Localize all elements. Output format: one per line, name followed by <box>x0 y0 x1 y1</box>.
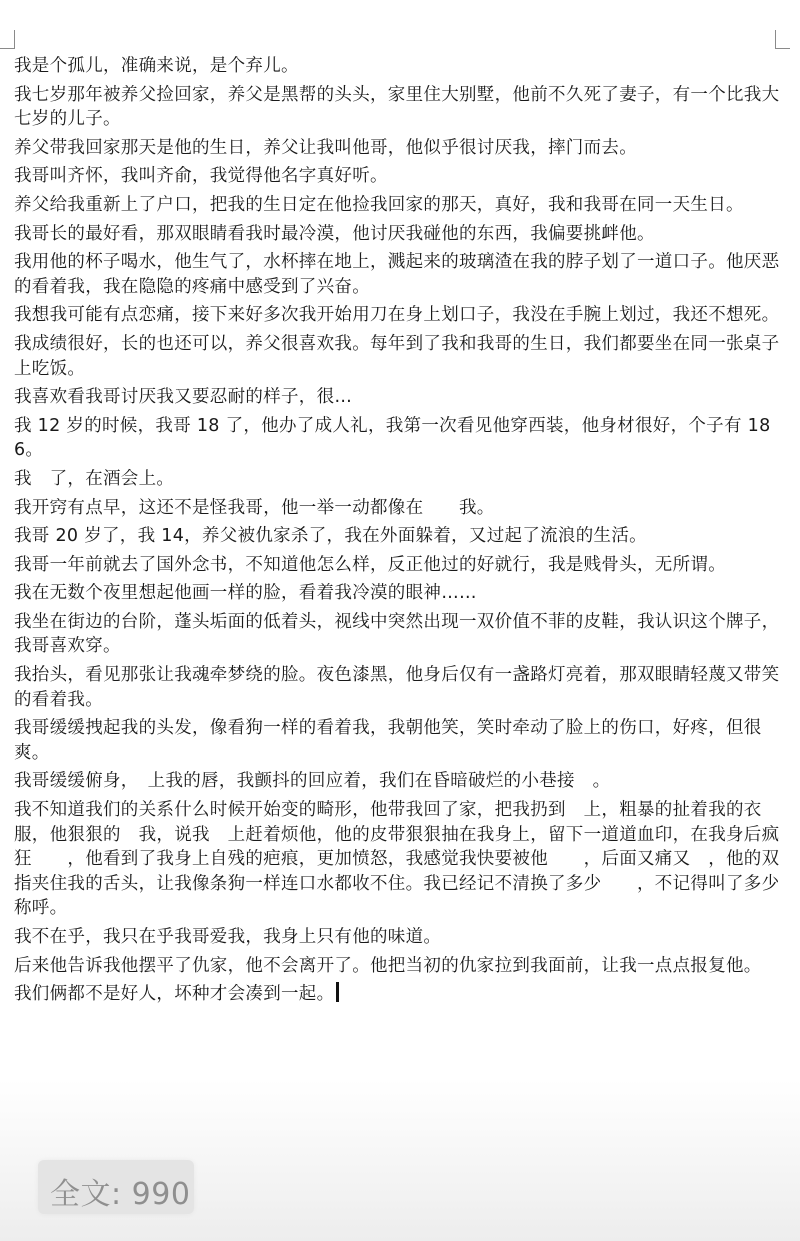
paragraph-12: 我 了，在酒会上。 <box>14 468 175 489</box>
paragraph-17: 我坐在街边的台阶，蓬头垢面的低着头，视线中突然出现一双价值不菲的皮鞋，我认识这个牌子，我哥喜欢穿。 <box>14 611 780 657</box>
text-cursor <box>336 982 339 1002</box>
word-count-badge[interactable] <box>38 1160 194 1214</box>
document-text-area[interactable] <box>14 54 786 1011</box>
paragraph-23: 后来他告诉我他摆平了仇家，他不会离开了。他把当初的仇家拉到我面前，让我一点点报复他。 <box>14 955 762 976</box>
paragraph-19: 我哥缓缓拽起我的头发，像看狗一样的看着我，我朝他笑，笑时牵动了脸上的伤口，好疼，但很爽。 <box>14 718 762 763</box>
paragraph-21: 我不知道我们的关系什么时候开始变的畸形，他带我回了家，把我扔到 上，粗暴的扯着我的衣服，他狠狠的 我，说我 上赶着烦他，他的皮带狠狠抽在我身上，留下一道道血印，在我身后疯狂 ，他看到了我身上自残的疤痕，更加愤怒，我感觉我快要被他 ，后面又痛又 ，他的双指夹住我的舌头，让我像条狗一样连口水都收不住。我已经记不清换了多少 ，不记得叫了多少称呼。 <box>14 800 780 919</box>
paragraph-18: 我抬头，看见那张让我魂牵梦绕的脸。夜色漆黑，他身后仅有一盏路灯亮着，那双眼睛轻蔑又带笑的看着我。 <box>14 665 780 710</box>
paragraph-2: 我七岁那年被养父捡回家，养父是黑帮的头头，家里住大别墅，他前不久死了妻子，有一个比我大七岁的儿子。 <box>14 84 780 130</box>
paragraph-13: 我开窍有点早，这还不是怪我哥，他一举一动都像在 我。 <box>14 497 495 518</box>
paragraph-11: 我 12 岁的时候，我哥 18 了，他办了成人礼，我第一次看见他穿西装，他身材很好，个子有 186。 <box>14 415 771 461</box>
paragraph-7: 我用他的杯子喝水，他生气了，水杯摔在地上，溅起来的玻璃渣在我的脖子划了一道口子。他厌恶的看着我，我在隐隐的疼痛中感受到了兴奋。 <box>14 252 780 297</box>
paragraph-10: 我喜欢看我哥讨厌我又要忍耐的样子，很… <box>14 387 353 408</box>
word-count-label: 全文: 990 <box>50 1177 191 1212</box>
page-corner-mark-right <box>775 30 790 49</box>
paragraph-3: 养父带我回家那天是他的生日，养父让我叫他哥，他似乎很讨厌我，摔门而去。 <box>14 137 637 158</box>
paragraph-4: 我哥叫齐怀，我叫齐俞，我觉得他名字真好听。 <box>14 166 388 187</box>
paragraph-22: 我不在乎，我只在乎我哥爱我，我身上只有他的味道。 <box>14 927 442 947</box>
page-corner-mark-left <box>0 30 15 49</box>
paragraph-1: 我是个孤儿，准确来说，是个弃儿。 <box>14 56 299 76</box>
paragraph-24 <box>14 982 786 1007</box>
paragraph-16: 我在无数个夜里想起他画一样的脸，看着我冷漠的眼神…… <box>14 583 477 604</box>
paragraph-24-text: 我们俩都不是好人，坏种才会凑到一起。 <box>14 984 335 1005</box>
paragraph-9: 我成绩很好，长的也还可以，养父很喜欢我。每年到了我和我哥的生日，我们都要坐在同一张桌子上吃饭。 <box>14 333 780 379</box>
paragraph-6: 我哥长的最好看，那双眼睛看我时最冷漠，他讨厌我碰他的东西，我偏要挑衅他。 <box>14 223 655 244</box>
paragraph-14: 我哥 20 岁了，我 14，养父被仇家杀了，我在外面躲着，又过起了流浪的生活。 <box>14 526 647 547</box>
paragraph-5: 养父给我重新上了户口，把我的生日定在他捡我回家的那天，真好，我和我哥在同一天生日。 <box>14 194 744 215</box>
paragraph-15: 我哥一年前就去了国外念书，不知道他怎么样，反正他过的好就行，我是贱骨头，无所谓。 <box>14 554 726 575</box>
paragraph-20: 我哥缓缓俯身， 上我的唇，我颤抖的回应着，我们在昏暗破烂的小巷接 。 <box>14 771 611 792</box>
paragraph-8: 我想我可能有点恋痛，接下来好多次我开始用刀在身上划口子，我没在手腕上划过，我还不想死。 <box>14 305 780 326</box>
